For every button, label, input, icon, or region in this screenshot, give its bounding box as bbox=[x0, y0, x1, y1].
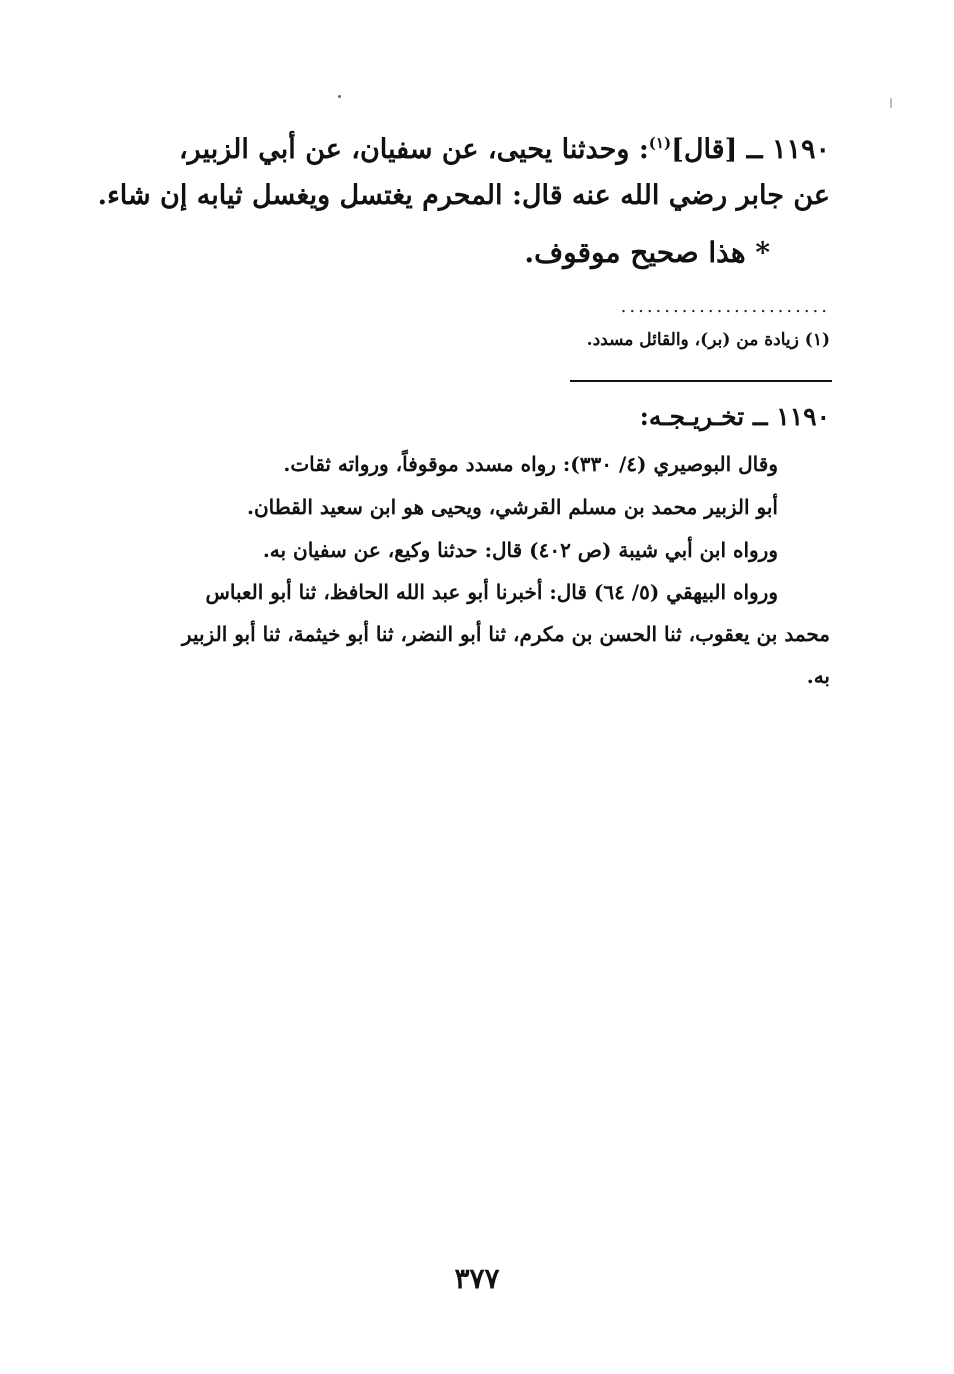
footnote-separator: ........................ bbox=[620, 296, 830, 317]
hadith-text-line-2: عن جابر رضي الله عنه قال: المحرم يغتسل ويغسل ثيابه إن شاء. bbox=[97, 180, 830, 211]
footnote-text: (١) زيادة من (بر)، والقائل مسدد. bbox=[586, 330, 830, 350]
hadith-text-continued: : وحدثنا يحيى، عن سفيان، عن أبي الزبير، bbox=[178, 134, 649, 165]
takhrij-line-2: أبو الزبير محمد بن مسلم القرشي، ويحيى هو ابن سعيد القطان. bbox=[247, 495, 778, 519]
scan-speck bbox=[338, 95, 341, 98]
section-divider bbox=[570, 380, 832, 382]
hadith-grade: * هذا صحيح موقوف. bbox=[524, 236, 770, 269]
takhrij-line-5: محمد بن يعقوب، ثنا الحسن بن مكرم، ثنا أبو النضر، ثنا أبو خيثمة، ثنا أبو الزبير bbox=[181, 622, 830, 646]
footnote-marker: (١) bbox=[648, 134, 672, 152]
hadith-text-line-1 bbox=[179, 134, 830, 165]
takhrij-line-1: وقال البوصيري (٤/ ٣٣٠): رواه مسدد موقوفاً، ورواته ثقات. bbox=[283, 452, 778, 476]
scan-mark bbox=[890, 98, 892, 108]
takhrij-line-6: به. bbox=[806, 664, 830, 688]
takhrij-heading: ١١٩٠ ــ تخـريـجـه: bbox=[639, 402, 830, 431]
page-number: ٣٧٧ bbox=[454, 1262, 500, 1295]
takhrij-line-4: ورواه البيهقي (٥/ ٦٤) قال: أخبرنا أبو عبد الله الحافظ، ثنا أبو العباس bbox=[205, 580, 778, 604]
takhrij-line-3: ورواه ابن أبي شيبة (ص ٤٠٢) قال: حدثنا وكيع، عن سفيان به. bbox=[262, 538, 778, 562]
hadith-number-and-qala: ١١٩٠ ــ [قال] bbox=[671, 134, 830, 165]
